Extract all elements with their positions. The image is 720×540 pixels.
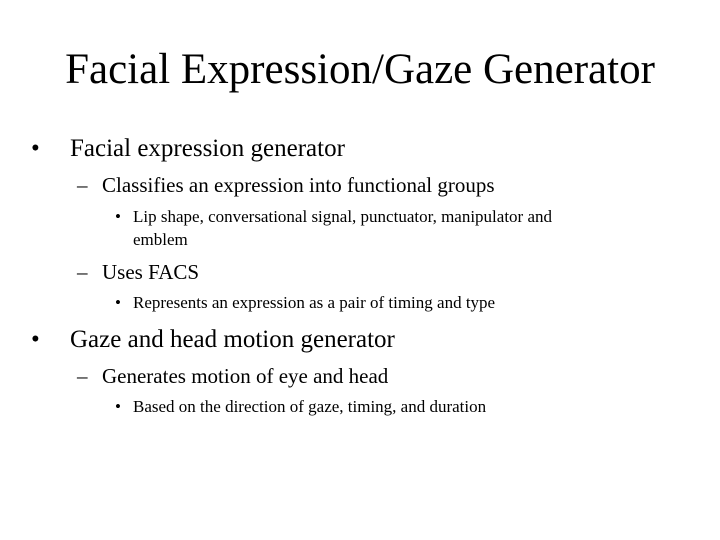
bullet-icon: • [115, 397, 121, 416]
bullet-facial-expression-generator: Facial expression generator [70, 135, 345, 162]
bullet-icon: • [31, 135, 40, 162]
sub-sub-bullet-lip-shape-line1: Lip shape, conversational signal, punctuator, manipulator and [133, 207, 553, 226]
sub-bullet-uses-facs: Uses FACS [102, 260, 200, 284]
dash-icon: – [77, 364, 88, 388]
bullet-icon: • [31, 326, 40, 353]
dash-icon: – [77, 173, 88, 197]
bullet-icon: • [115, 207, 121, 226]
bullet-gaze-head-motion-generator: Gaze and head motion generator [70, 326, 395, 353]
sub-bullet-classifies: Classifies an expression into functional groups [102, 173, 495, 197]
slide-title: Facial Expression/Gaze Generator [65, 46, 655, 93]
dash-icon: – [77, 260, 88, 284]
bullet-icon: • [115, 293, 121, 312]
sub-sub-bullet-based-on: Based on the direction of gaze, timing, and duration [133, 397, 487, 416]
sub-sub-bullet-represents: Represents an expression as a pair of timing and type [133, 293, 496, 312]
sub-sub-bullet-lip-shape-line2: emblem [133, 230, 188, 249]
sub-bullet-generates-motion: Generates motion of eye and head [102, 364, 389, 388]
